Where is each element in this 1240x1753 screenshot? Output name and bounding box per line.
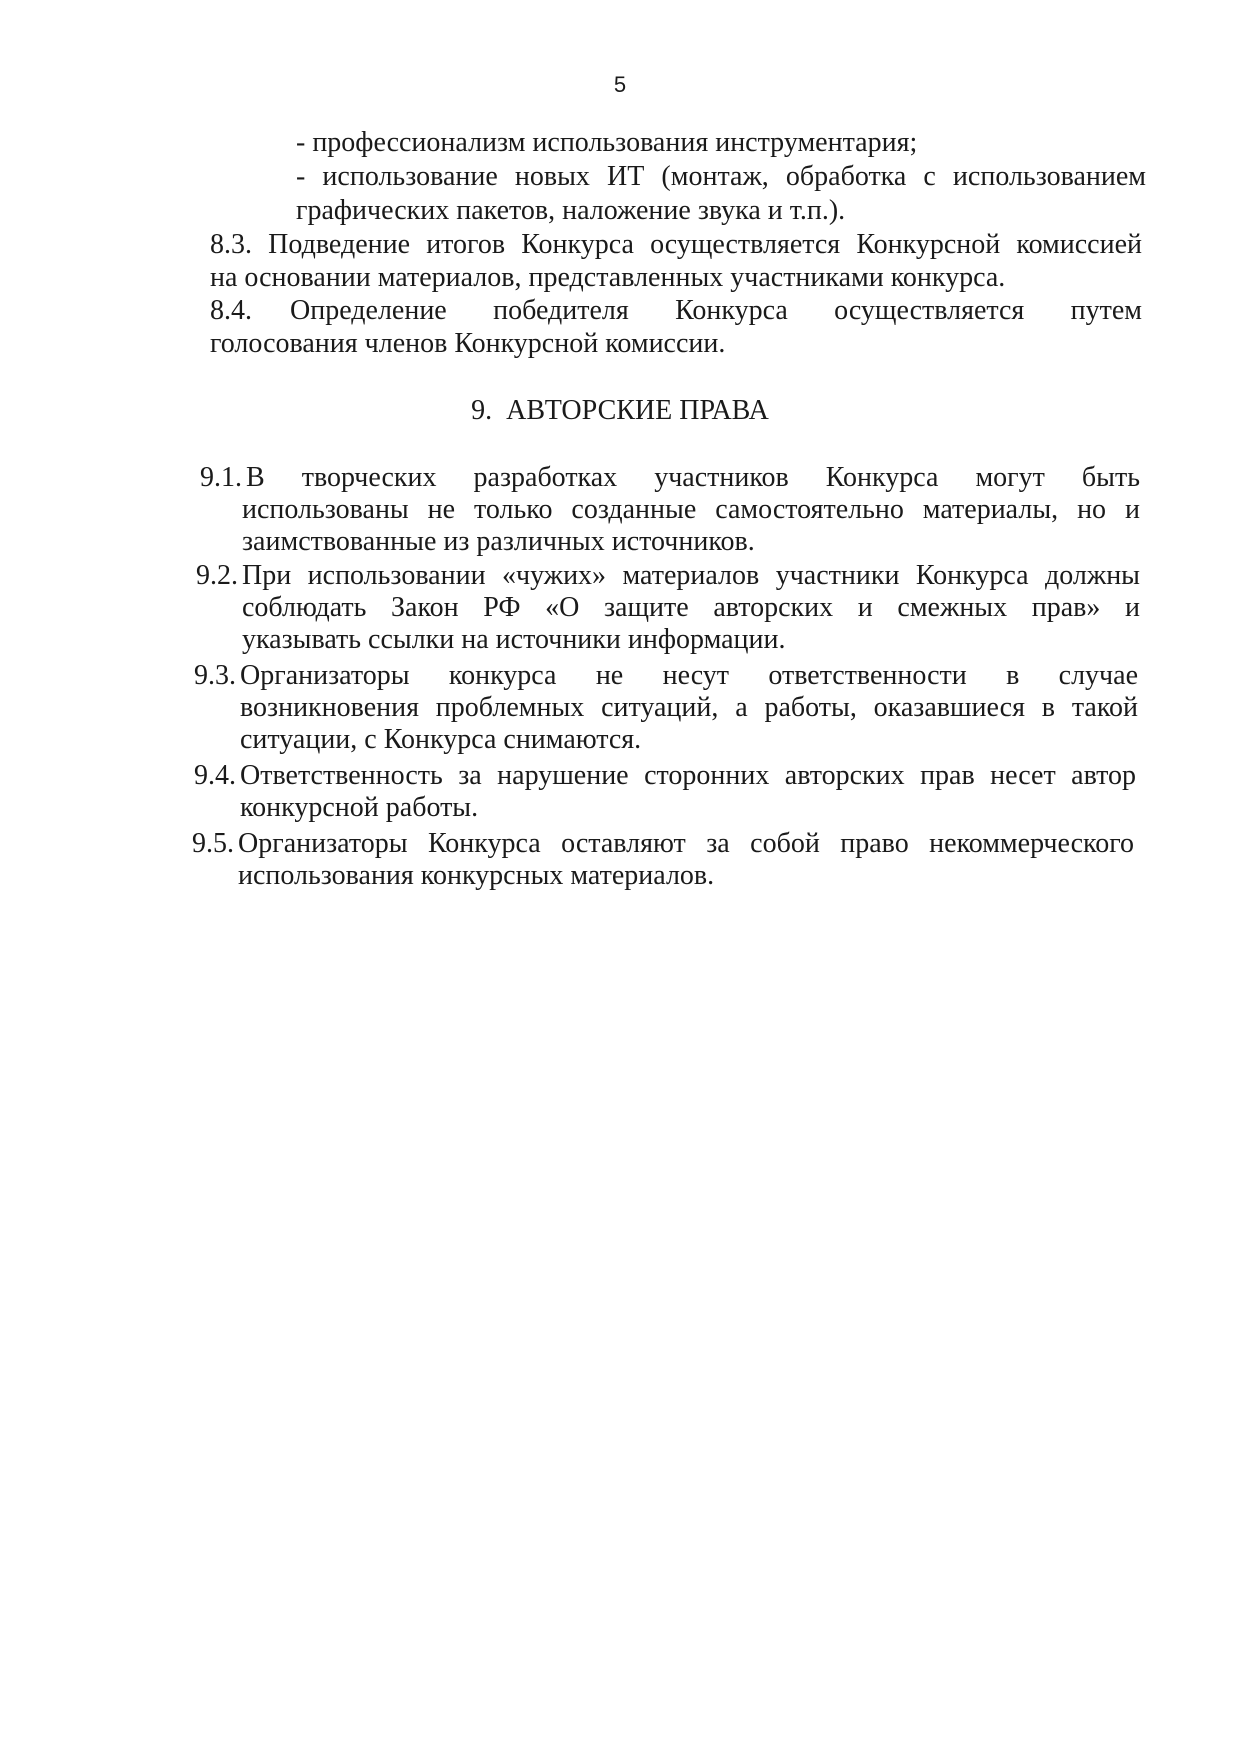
clause-9-4-number: 9.4.: [194, 760, 236, 791]
clause-9-3: [194, 660, 1138, 760]
clause-8-4: [210, 294, 1142, 360]
clause-9-4: [194, 760, 1136, 828]
criteria-bullet-2-line-1: - использование новых ИТ (монтаж, обработка с использованием: [296, 161, 1146, 192]
criteria-bullet-1: [296, 126, 1126, 159]
clause-9-1: [200, 462, 1140, 562]
clause-9-4-body: [240, 760, 1136, 824]
clause-9-5: [192, 828, 1134, 896]
clause-9-2-line-1: При использовании «чужих» материалов участники Конкурса должны: [242, 560, 1140, 591]
clause-9-3-number: 9.3.: [194, 660, 236, 691]
clause-8-4-number: 8.4.: [210, 295, 252, 326]
criteria-bullet-2: [296, 160, 1146, 193]
clause-9-5-body: [238, 828, 1134, 892]
clause-9-1-line-2: использованы не только созданные самостоятельно материалы, но и: [242, 494, 1140, 525]
clause-9-1-body-cont: [242, 494, 1140, 558]
clause-8-4-line-1-wrap: [210, 294, 1142, 327]
section-9-heading: [0, 394, 1240, 427]
criteria-bullet-2-cont: [296, 194, 1146, 227]
clause-9-2-body: [242, 560, 1140, 656]
clause-9-5-number: 9.5.: [192, 828, 234, 859]
clause-9-1-line-3: заимствованные из различных источников.: [242, 526, 755, 557]
clause-9-1-line-1: В творческих разработках участников Конкурса могут быть: [246, 462, 1140, 493]
clause-9-1-body: [246, 462, 1140, 494]
page-number: 5: [613, 72, 627, 97]
clause-8-4-line-2: голосования членов Конкурсной комиссии.: [210, 328, 726, 359]
clause-9-3-body: [240, 660, 1138, 756]
clause-8-3-number: 8.3.: [210, 229, 252, 260]
clause-9-2-number: 9.2.: [196, 560, 238, 591]
clause-9-4-line-1: Ответственность за нарушение сторонних авторских прав несет автор: [240, 760, 1136, 791]
section-9-title: АВТОРСКИЕ ПРАВА: [506, 395, 769, 426]
clause-9-1-number: 9.1.: [200, 462, 242, 493]
clause-9-3-line-1: Организаторы конкурса не несут ответственности в случае: [240, 660, 1138, 691]
criteria-bullet-2-line-2: графических пакетов, наложение звука и т.п.).: [296, 195, 846, 226]
clause-9-4-line-2: конкурсной работы.: [240, 792, 479, 823]
criteria-bullet-1-text: - профессионализм использования инструментария;: [296, 127, 918, 158]
section-9-number: 9.: [471, 395, 493, 426]
clause-9-3-line-3: ситуации, с Конкурса снимаются.: [240, 724, 642, 755]
clause-9-5-line-1: Организаторы Конкурса оставляют за собой право некоммерческого: [238, 828, 1134, 859]
clause-8-3-text-1: Подведение итогов Конкурса осуществляется Конкурсной комиссией: [268, 229, 1142, 260]
clause-8-4-text-1: Определение победителя Конкурса осуществляется путем: [290, 295, 1142, 326]
clause-9-2-line-3: указывать ссылки на источники информации.: [242, 624, 786, 655]
clause-9-5-line-2: использования конкурсных материалов.: [238, 860, 715, 891]
clause-9-2: [196, 560, 1140, 660]
clause-8-3-line-2: на основании материалов, представленных участниками конкурса.: [210, 262, 1006, 293]
clause-9-3-line-2: возникновения проблемных ситуаций, а работы, оказавшиеся в такой: [240, 692, 1138, 723]
clause-9-2-line-2: соблюдать Закон РФ «О защите авторских и смежных прав» и: [242, 592, 1140, 623]
clause-8-3-line-1: [210, 228, 1142, 261]
clause-8-3: [210, 228, 1142, 294]
